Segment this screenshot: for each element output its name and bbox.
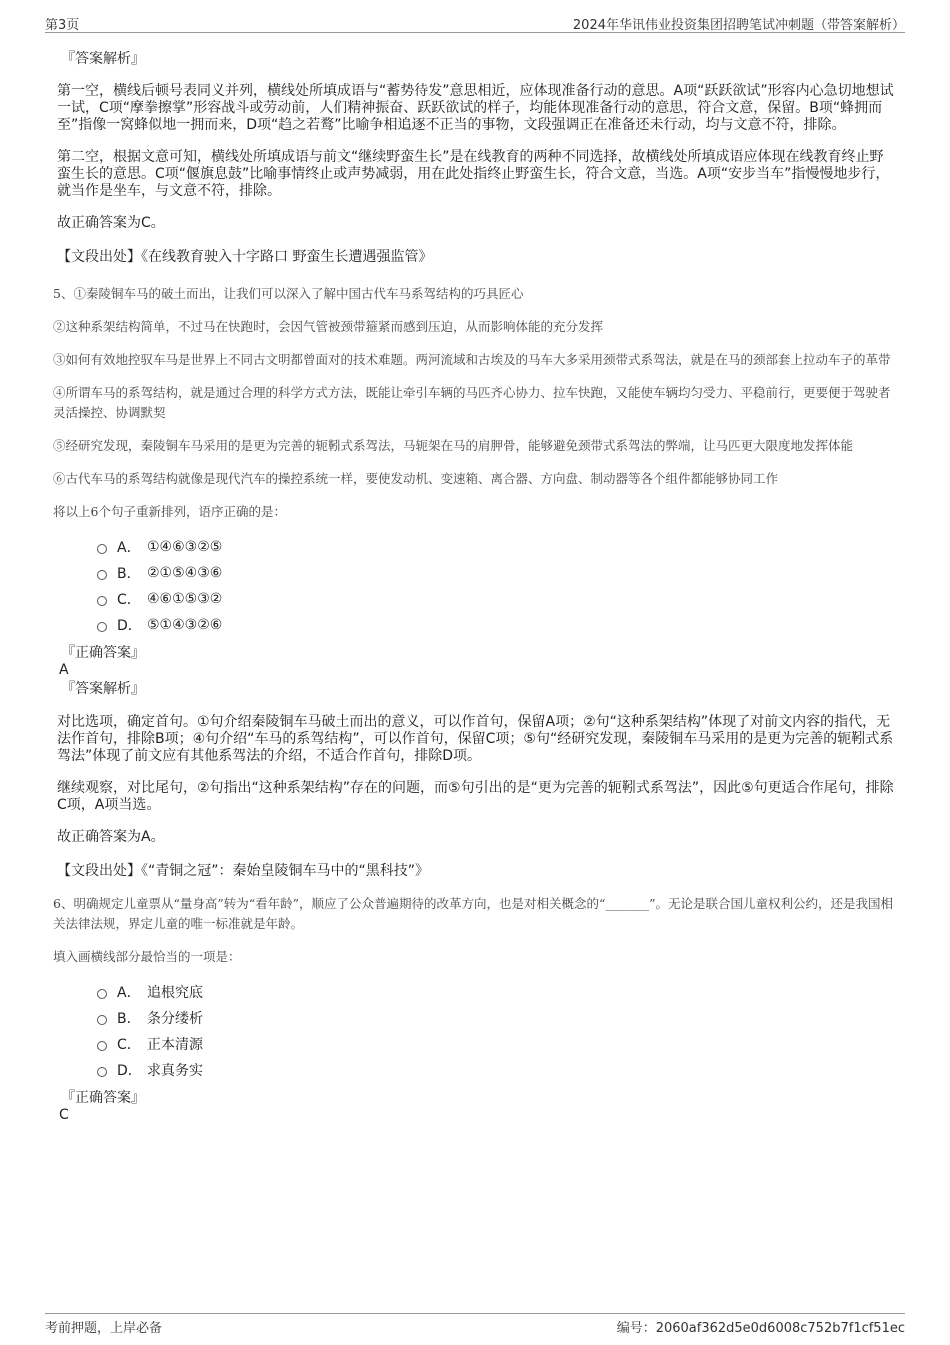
q5-option-a[interactable] [97, 534, 895, 560]
q5-option-c[interactable] [97, 586, 895, 612]
q5-sentence-4: ④所谓车马的系驾结构，就是通过合理的科学方式方法，既能让牵引车辆的马匹齐心协力、拉车快跑，又能使车辆均匀受力、平稳前行，更要便于驾驶者灵活操控、协调默契 [53, 385, 891, 420]
q5-sentence-3: ③如何有效地控驭车马是世界上不同古文明都曾面对的技术难题。两河流域和古埃及的马车大多采用颈带式系驾法，就是在马的颈部套上拉动车子的革带 [53, 352, 891, 367]
option-key: B． [117, 566, 141, 582]
q5-option-b[interactable] [97, 560, 895, 586]
q5-analysis-label: 『答案解析』 [61, 681, 145, 697]
option-key: A． [117, 985, 141, 1001]
q5-answer: A [59, 662, 69, 678]
document-id: 编号：2060af362d5e0d6008c752b7f1cf51ec [616, 1321, 905, 1336]
q5-sentence-5: ⑤经研究发现，秦陵铜车马采用的是更为完善的轭靷式系驾法，马轭架在马的肩胛骨，能够避免颈带式系驾法的弊端，让马匹更大限度地发挥体能 [53, 438, 854, 453]
radio-icon[interactable] [97, 570, 107, 580]
q5-sentence-2: ②这种系架结构简单，不过马在快跑时，会因气管被颈带箍紧而感到压迫，从而影响体能的充分发挥 [53, 319, 604, 334]
q4-analysis-label: 『答案解析』 [61, 51, 145, 67]
q5-analysis-paragraph-2: 继续观察，对比尾句，②句指出“这种系架结构”存在的问题，而⑤句引出的是“更为完善的轭靷式系驾法”，因此⑤句更适合作尾句，排除C项，A项当选。 [57, 780, 894, 813]
q6-answer: C [59, 1107, 69, 1123]
q5-options [97, 534, 895, 638]
option-text: 求真务实 [147, 1063, 203, 1079]
q5-sentence-6: ⑥古代车马的系驾结构就像是现代汽车的操控系统一样，要使发动机、变速箱、离合器、方向盘、制动器等各个组件都能够协同工作 [53, 471, 779, 486]
option-text: ②①⑤④③⑥ [147, 565, 223, 581]
radio-icon[interactable] [97, 596, 107, 606]
q4-analysis-paragraph-1: 第一空，横线后顿号表同义并列，横线处所填成语与“蓄势待发”意思相近，应体现准备行动的意思。A项“跃跃欲试”形容内心急切地想试一试，C项“摩拳擦掌”形容战斗或劳动前，人们精神振奋、跃跃欲试的样子，均能体现准备行动的意思，符合文意，保留。B项“蜂拥而至”指像一窝蜂似地一拥而来，D项“趋之若鹜”比喻争相追逐不正当的事物，文段强调正在准备还未行动，均与文意不符，排除。 [57, 83, 894, 133]
page-number: 第3页 [45, 18, 80, 33]
option-key: B． [117, 1011, 141, 1027]
radio-icon[interactable] [97, 1041, 107, 1051]
q6-option-a[interactable] [97, 979, 895, 1005]
q6-options [97, 979, 895, 1083]
option-key: D． [117, 618, 142, 634]
q6-option-b[interactable] [97, 1005, 895, 1031]
q6-option-c[interactable] [97, 1031, 895, 1057]
option-key: C． [117, 592, 141, 608]
option-text: ①④⑥③②⑤ [147, 539, 223, 555]
option-text: 正本清源 [147, 1037, 203, 1053]
option-text: 条分缕析 [147, 1011, 203, 1027]
footer-slogan: 考前押题，上岸必备 [45, 1321, 163, 1336]
radio-icon[interactable] [97, 989, 107, 999]
q6-answer-label: 『正确答案』 [61, 1090, 145, 1106]
radio-icon[interactable] [97, 544, 107, 554]
q4-source: 【文段出处】《在线教育驶入十字路口 野蛮生长遭遇强监管》 [57, 249, 433, 265]
q5-option-d[interactable] [97, 612, 895, 638]
option-text: 追根究底 [147, 985, 203, 1001]
q5-source: 【文段出处】《“青铜之冠”：秦始皇陵铜车马中的“黑科技”》 [57, 863, 430, 879]
document-title: 2024年华讯伟业投资集团招聘笔试冲刺题（带答案解析） [572, 18, 905, 33]
page-content [53, 48, 895, 1123]
radio-icon[interactable] [97, 1067, 107, 1077]
option-text: ④⑥①⑤③② [147, 591, 223, 607]
q5-prompt: 将以上6个句子重新排列，语序正确的是： [53, 504, 286, 519]
q5-sentence-1: 5、①秦陵铜车马的破土而出，让我们可以深入了解中国古代车马系驾结构的巧具匠心 [53, 286, 524, 301]
q6-option-d[interactable] [97, 1057, 895, 1083]
page-header [45, 12, 905, 33]
radio-icon[interactable] [97, 1015, 107, 1025]
q5-analysis-paragraph-1: 对比选项，确定首句。①句介绍秦陵铜车马破土而出的意义，可以作首句，保留A项；②句“这种系架结构”体现了对前文内容的指代，无法作首句，排除B项；④句介绍“车马的系驾结构”，可以作首句，保留C项；⑤句“经研究发现，秦陵铜车马采用的是更为完善的轭靷式系驾法”体现了前文应有其他系驾法的介绍，不适合作首句，排除D项。 [57, 714, 894, 764]
q4-analysis-paragraph-2: 第二空，根据文意可知，横线处所填成语与前文“继续野蛮生长”是在线教育的两种不同选择，故横线处所填成语应体现在线教育终止野蛮生长的意思。C项“偃旗息鼓”比喻事情终止或声势减弱，用在此处指终止野蛮生长，符合文意，当选。A项“安步当车”指慢慢地步行，就当作是坐车，与文意不符，排除。 [57, 149, 890, 199]
q5-answer-label: 『正确答案』 [61, 645, 145, 661]
option-key: D． [117, 1063, 142, 1079]
q5-conclusion: 故正确答案为A。 [57, 829, 165, 845]
option-text: ⑤①④③②⑥ [147, 617, 223, 633]
q4-conclusion: 故正确答案为C。 [57, 215, 165, 231]
q6-prompt: 填入画横线部分最恰当的一项是： [53, 949, 241, 964]
radio-icon[interactable] [97, 622, 107, 632]
q6-stem: 6、明确规定儿童票从“量身高”转为“看年龄”，顺应了公众普遍期待的改革方向，也是对相关概念的“_______”。无论是联合国儿童权利公约，还是我国相关法律法规，界定儿童的唯一标准就是年龄。 [53, 896, 894, 931]
option-key: C． [117, 1037, 141, 1053]
option-key: A． [117, 540, 141, 556]
page-footer [45, 1313, 905, 1336]
